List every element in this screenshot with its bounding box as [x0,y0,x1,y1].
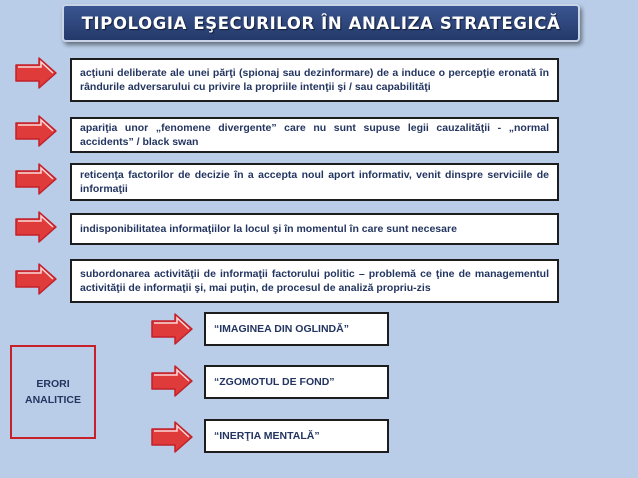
failure-item-text: reticenţa factorilor de decizie în a accepta noul aport informativ, venit dinspre serviciile de informaţii [80,169,549,195]
analytic-errors-label: ERORI [36,378,70,390]
analytic-error-item-1 [204,312,389,346]
failure-item-3 [70,163,559,201]
title-banner [62,4,580,42]
failure-item-4 [70,213,559,245]
right-arrow-icon [14,162,58,196]
failure-item-text: subordonarea activităţii de informaţii factorului politic – problemă ce ţine de managementul activităţii de informaţii şi, mai puţin, de procesul de analiză propriu-zis [80,268,549,294]
analytic-error-item-2 [204,365,389,399]
analytic-errors-label: ANALITICE [25,394,81,406]
analytic-error-text: “INERŢIA MENTALĂ” [214,430,320,442]
analytic-error-item-3 [204,419,389,453]
right-arrow-icon [14,210,58,244]
page-title: TIPOLOGIA EŞECURILOR ÎN ANALIZA STRATEGICĂ [81,13,561,33]
right-arrow-icon [14,262,58,296]
failure-item-2 [70,117,559,153]
analytic-errors-box [10,345,96,439]
analytic-error-text: “IMAGINEA DIN OGLINDĂ” [214,323,349,335]
failure-item-5 [70,259,559,303]
failure-item-text: apariţia unor „fenomene divergente” care nu sunt supuse legii cauzalităţii - „normal accidents” / black swan [80,122,549,148]
failure-item-text: indisponibilitatea informaţiilor la locul şi în momentul în care sunt necesare [80,223,457,235]
right-arrow-icon [150,312,194,346]
analytic-error-text: “ZGOMOTUL DE FOND” [214,376,335,388]
right-arrow-icon [150,420,194,454]
failure-item-1 [70,58,559,102]
right-arrow-icon [150,364,194,398]
failure-item-text: acţiuni deliberate ale unei părţi (spionaj sau dezinformare) de a induce o percepţie eronată în rândurile adversarului cu privire la propriile intenţii şi / sau capabilităţi [80,67,549,93]
right-arrow-icon [14,114,58,148]
right-arrow-icon [14,56,58,90]
